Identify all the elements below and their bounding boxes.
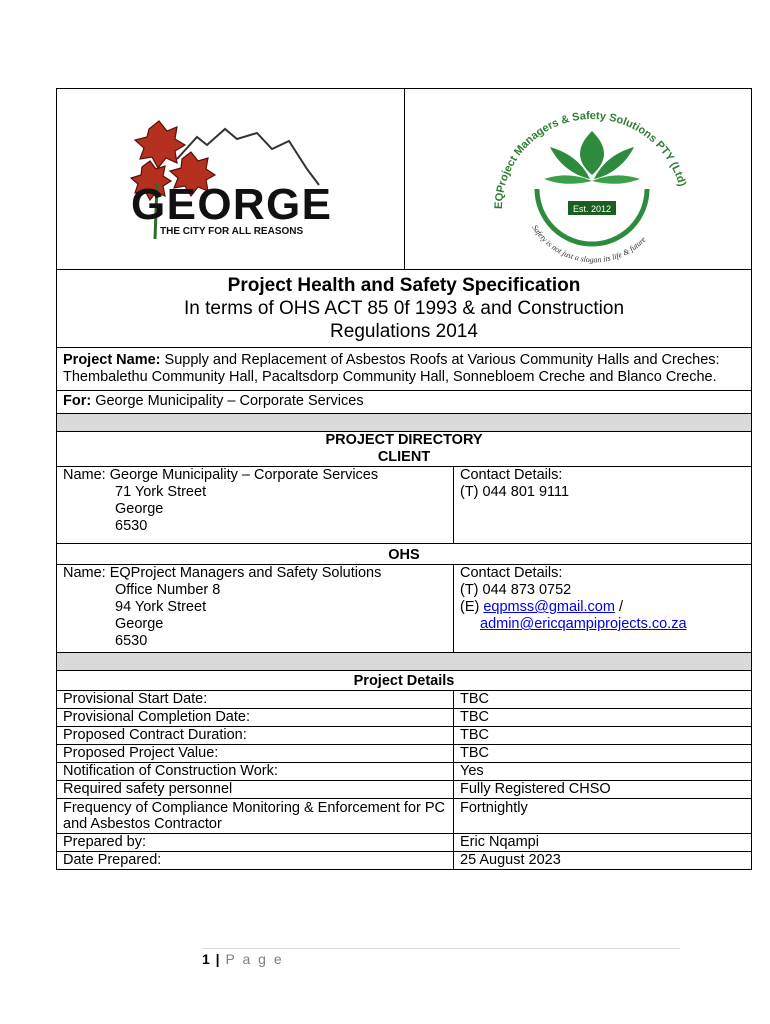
ohs-contact-cell — [454, 565, 752, 653]
eq-logo — [404, 89, 752, 269]
client-heading: CLIENT — [377, 449, 431, 465]
detail-value: Eric Nqampi — [454, 834, 752, 852]
ohs-heading: OHS — [388, 547, 420, 563]
ohs-name: Name: EQProject Managers and Safety Solutions — [63, 565, 382, 581]
for-label: For: — [63, 393, 92, 409]
for-value: George Municipality – Corporate Services — [91, 393, 364, 409]
client-name: Name: George Municipality – Corporate Services — [63, 467, 379, 483]
eq-est: Est. 2012 — [572, 204, 612, 214]
ohs-email-sep: / — [614, 599, 623, 615]
doc-title: Project Health and Safety Specification — [227, 275, 581, 296]
title-cell — [57, 270, 752, 348]
detail-label: Date Prepared: — [57, 852, 454, 870]
detail-value: 25 August 2023 — [454, 852, 752, 870]
detail-value: TBC — [454, 727, 752, 745]
footer-rule — [202, 948, 680, 949]
ohs-contact-label: Contact Details: — [460, 565, 563, 581]
logo-row — [57, 89, 752, 270]
page-number: 1 — [202, 951, 211, 967]
george-logo — [57, 89, 404, 269]
eq-ring-top: EQProject Managers & Safety Solutions PTY (Ltd) — [492, 109, 688, 210]
ohs-email-link-2[interactable]: admin@ericqampiprojects.co.za — [480, 616, 687, 632]
detail-label: Frequency of Compliance Monitoring & Enforcement for PC and Asbestos Contractor — [57, 799, 454, 834]
ohs-email-prefix: (E) — [460, 599, 484, 615]
detail-value: TBC — [454, 745, 752, 763]
client-contact-label: Contact Details: — [460, 467, 563, 483]
page-footer — [202, 951, 284, 967]
page-label: P a g e — [225, 951, 284, 967]
directory-heading: PROJECT DIRECTORY — [325, 432, 483, 448]
detail-label: Proposed Project Value: — [57, 745, 454, 763]
detail-label: Notification of Construction Work: — [57, 763, 454, 781]
client-name-cell — [57, 467, 454, 544]
ohs-address-3: George — [115, 616, 164, 632]
george-wordmark: GEORGE — [131, 180, 331, 229]
project-name-value: Supply and Replacement of Asbestos Roofs at Various Community Halls and Creches: Thembalethu Community Hall, Pacaltsdorp Community Hall, Sonnebloem Creche and Blanco Creche. — [63, 352, 720, 385]
client-phone: (T) 044 801 9111 — [460, 484, 570, 500]
ohs-phone: (T) 044 873 0752 — [460, 582, 572, 598]
detail-label: Provisional Start Date: — [57, 691, 454, 709]
project-name-cell — [57, 348, 752, 391]
ohs-email-link-1[interactable]: eqpmss@gmail.com — [483, 599, 615, 615]
detail-value: Yes — [454, 763, 752, 781]
document — [56, 88, 751, 870]
grey-band-1 — [57, 414, 752, 432]
detail-label: Prepared by: — [57, 834, 454, 852]
details-heading-cell — [57, 671, 752, 691]
george-tagline: THE CITY FOR ALL REASONS — [160, 226, 304, 237]
eq-ring-bottom: Safety is not just a slogan its life & future — [530, 223, 648, 265]
ohs-email-line-2 — [460, 616, 745, 633]
detail-value: TBC — [454, 709, 752, 727]
detail-value: Fortnightly — [454, 799, 752, 834]
for-cell — [57, 391, 752, 414]
client-address-1: 71 York Street — [115, 484, 207, 500]
directory-heading-cell — [57, 432, 752, 467]
ohs-name-cell — [57, 565, 454, 653]
ohs-heading-cell — [57, 544, 752, 565]
ohs-address-2: 94 York Street — [115, 599, 207, 615]
ohs-address-4: 6530 — [115, 633, 148, 649]
client-address-2: George — [115, 501, 164, 517]
detail-value: Fully Registered CHSO — [454, 781, 752, 799]
detail-value: TBC — [454, 691, 752, 709]
client-contact-cell — [454, 467, 752, 544]
doc-subtitle-2: Regulations 2014 — [330, 321, 478, 342]
detail-label: Provisional Completion Date: — [57, 709, 454, 727]
grey-band-2 — [57, 653, 752, 671]
ohs-email-line — [460, 599, 745, 616]
detail-label: Proposed Contract Duration: — [57, 727, 454, 745]
client-address-3: 6530 — [115, 518, 148, 534]
doc-subtitle-1: In terms of OHS ACT 85 0f 1993 & and Construction — [183, 298, 625, 319]
detail-label: Required safety personnel — [57, 781, 454, 799]
ohs-address-1: Office Number 8 — [115, 582, 221, 598]
details-heading: Project Details — [353, 673, 455, 689]
project-name-label: Project Name: — [63, 352, 161, 368]
spec-table — [56, 88, 752, 870]
page-sep: | — [210, 951, 226, 967]
